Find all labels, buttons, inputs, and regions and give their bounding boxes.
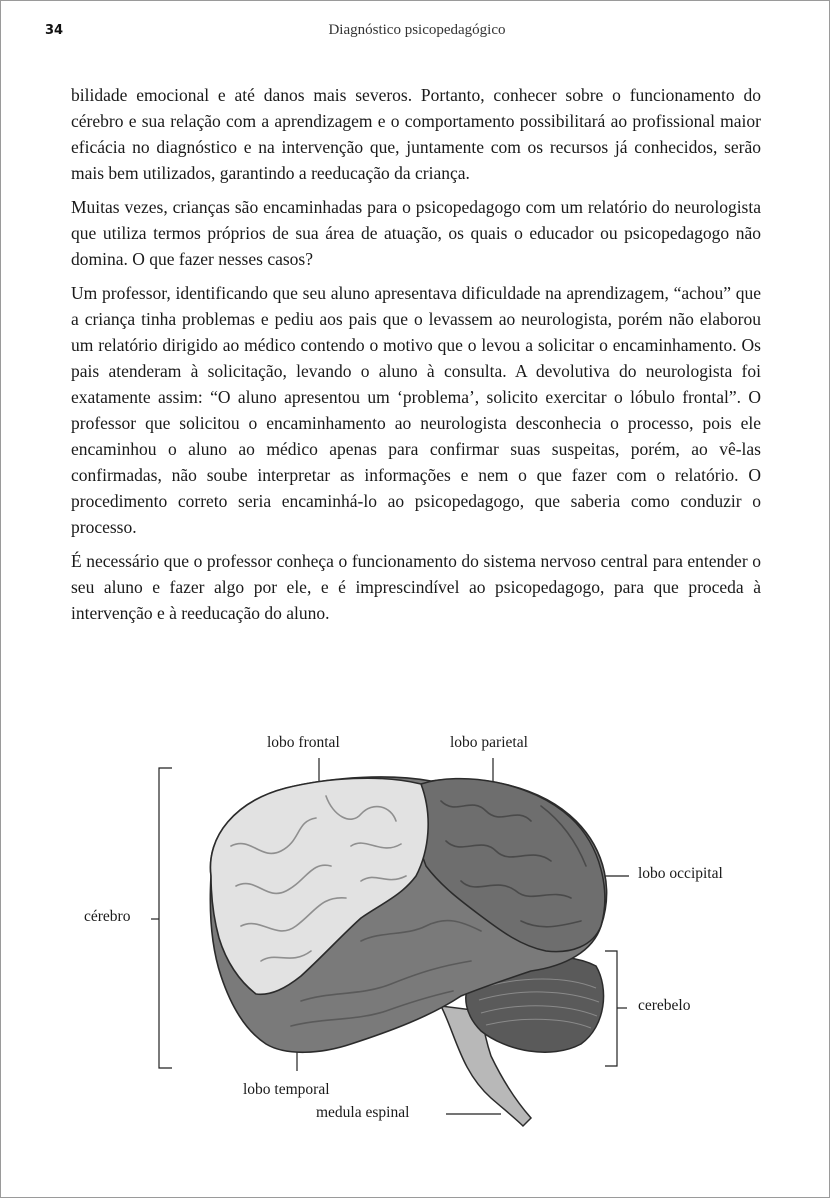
brain-figure	[61, 726, 781, 1136]
label-cerebro: cérebro	[84, 908, 131, 925]
page-number: 34	[45, 23, 64, 38]
label-cerebelo: cerebelo	[638, 997, 691, 1014]
paragraph-2: Muitas vezes, crianças são encaminhadas para o psicopedagogo com um relatório do neurologista que utiliza termos próprios de sua área de atuação, os quais o educador ou psicopedagogo não domina. O que fazer nesses casos?	[71, 197, 761, 269]
label-lobo-occipital: lobo occipital	[638, 865, 723, 882]
cerebro-bracket	[159, 768, 172, 1068]
label-lobo-temporal: lobo temporal	[243, 1081, 330, 1098]
paragraph-3: Um professor, identificando que seu aluno apresentava dificuldade na aprendizagem, “achou” que a criança tinha problemas e pediu aos pais que o levassem ao neurologista, porém não elaborou um relatório dirigido ao médico contendo o motivo que o levou a solicitar o encaminhamento. Os pais atenderam à solicitação, levando o aluno à consulta. A devolutiva do neurologista foi exatamente assim: “O aluno apresentou um ‘problema’, solicito exercitar o lóbulo frontal”. O professor que solicitou o encaminhamento ao neurologista desconhecia o processo, pois ele encaminhou o aluno ao médico apenas para confirmar suas suspeitas, porém, ao vê-las confirmadas, não soube interpretar as informações e nem o que fazer com o relatório. O procedimento correto seria encaminhá-lo ao psicopedagogo, que saberia como conduzir o processo.	[71, 283, 761, 537]
cerebelo-bracket	[605, 951, 617, 1066]
brain-illustration	[61, 726, 781, 1136]
label-lobo-parietal: lobo parietal	[450, 734, 528, 751]
label-medula-espinal: medula espinal	[316, 1104, 410, 1121]
paragraph-1: bilidade emocional e até danos mais severos. Portanto, conhecer sobre o funcionamento do cérebro e sua relação com a aprendizagem e o comportamento possibilitará ao profissional maior eficácia no diagnóstico e na intervenção que, juntamente com os recursos já conhecidos, serão mais bem utilizados, garantindo a reeducação da criança.	[71, 85, 761, 183]
paragraph-4: É necessário que o professor conheça o funcionamento do sistema nervoso central para entender o seu aluno e fazer algo por ele, e é imprescindível ao psicopedagogo, para que proceda à intervenção e à reeducação do aluno.	[71, 551, 761, 623]
running-title: Diagnóstico psicopedagógico	[328, 22, 506, 38]
body-text	[71, 82, 761, 634]
label-lobo-frontal: lobo frontal	[267, 734, 340, 751]
